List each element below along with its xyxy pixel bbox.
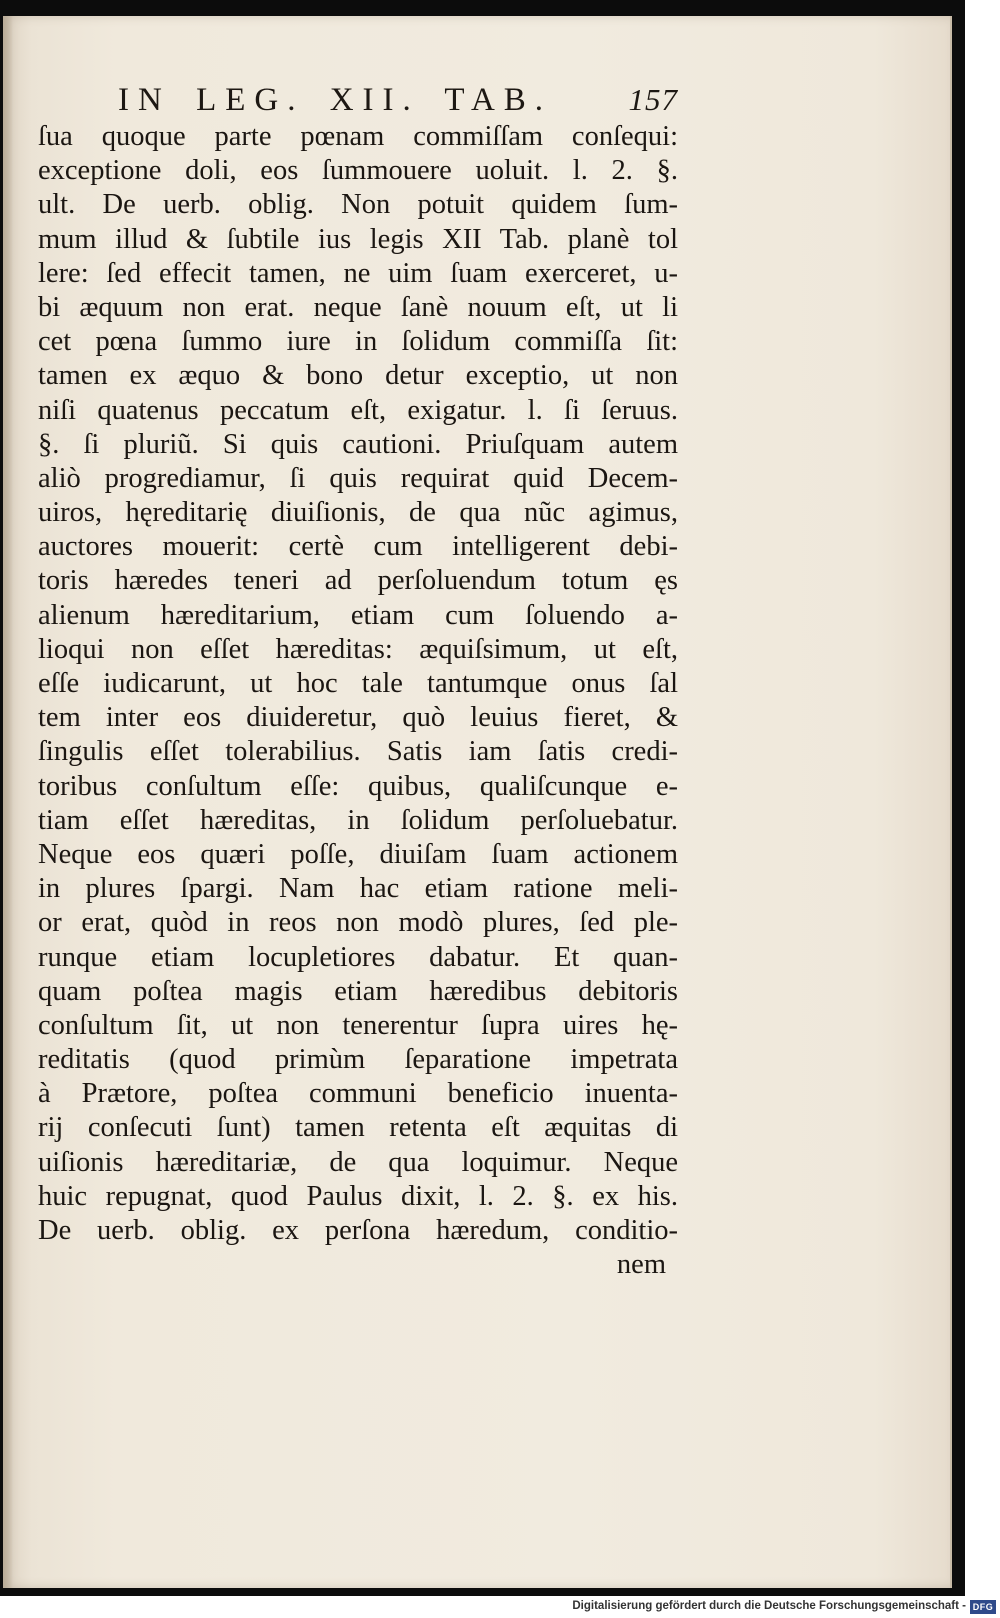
- digitization-footer: [0, 1596, 1000, 1618]
- body-text: [38, 120, 678, 1282]
- text-line: ſua quoque parte pœnam commiſſam conſequi:: [38, 121, 678, 152]
- text-line: aliò progrediamur, ſi quis requirat quid Decem-: [38, 462, 678, 494]
- text-line: tiam eſſet hæreditas, in ſolidum perſoluebatur.: [38, 804, 678, 836]
- text-line: niſi quatenus peccatum eſt, exigatur. l. ſi ſeruus.: [38, 394, 678, 426]
- page-number: 157: [628, 82, 678, 117]
- text-line: runque etiam locupletiores dabatur. Et quan-: [38, 941, 678, 973]
- text-line: or erat, quòd in reos non modò plures, ſed ple-: [38, 907, 678, 939]
- text-line: in plures ſpargi. Nam hac etiam ratione meli-: [38, 873, 678, 905]
- funding-credit: Digitalisierung gefördert durch die Deutsche Forschungsgemeinschaft -: [572, 1600, 966, 1612]
- text-line: tem inter eos diuideretur, quò leuius fieret, &: [38, 702, 678, 734]
- text-line: à Prætore, poſtea communi beneficio inuenta-: [38, 1078, 678, 1110]
- text-line: conſultum ſit, ut non tenerentur ſupra uires hę-: [38, 1009, 678, 1041]
- text-line: eſſe iudicarunt, ut hoc tale tantumque onus ſal: [38, 668, 678, 699]
- text-line: reditatis (quod primùm ſeparatione impetrata: [38, 1044, 678, 1076]
- text-line: ſingulis eſſet tolerabilius. Satis iam ſatis credi-: [38, 736, 678, 768]
- text-line: quam poſtea magis etiam hæredibus debitoris: [38, 975, 678, 1007]
- running-title: IN LEG. XII. TAB.: [118, 82, 553, 118]
- catchword: nem: [616, 1249, 666, 1281]
- text-line: mum illud & ſubtile ius legis XII Tab. planè tol: [38, 223, 678, 255]
- text-line: auctores mouerit: certè cum intelligerent debi-: [38, 531, 678, 563]
- text-line: alienum hæreditarium, etiam cum ſoluendo a-: [38, 599, 678, 631]
- page-gutter-shadow: [3, 16, 13, 1588]
- text-line: uiros, hęreditarię diuiſionis, de qua nũc agimus,: [38, 497, 678, 529]
- text-line: uiſionis hæreditariæ, de qua loquimur. Neque: [38, 1146, 678, 1178]
- text-line: toris hæredes teneri ad perſoluendum totum ęs: [38, 565, 678, 597]
- dfg-logo-icon: DFG: [970, 1600, 996, 1614]
- text-line: §. ſi pluriũ. Si quis cautioni. Priuſquam autem: [38, 428, 678, 460]
- text-line: ult. De uerb. oblig. Non potuit quidem ſum-: [38, 189, 678, 221]
- text-line: rij conſecuti ſunt) tamen retenta eſt æquitas di: [38, 1112, 678, 1144]
- text-line: cet pœna ſummo iure in ſolidum commiſſa ſit:: [38, 326, 678, 358]
- text-line: Neque eos quæri poſſe, diuiſam ſuam actionem: [38, 838, 678, 870]
- text-line: lere: ſed effecit tamen, ne uim ſuam exerceret, u-: [38, 257, 678, 289]
- text-line: De uerb. oblig. ex perſona hæredum, conditio-: [38, 1215, 678, 1246]
- text-line: bi æquum non erat. neque ſanè nouum eſt, ut li: [38, 291, 678, 323]
- text-line: tamen ex æquo & bono detur exceptio, ut non: [38, 360, 678, 392]
- text-line: toribus conſultum eſſe: quibus, qualiſcunque e-: [38, 770, 678, 802]
- text-line: exceptione doli, eos ſummouere uoluit. l. 2. §.: [38, 155, 678, 187]
- text-line: lioqui non eſſet hæreditas: æquiſsimum, ut eſt,: [38, 633, 678, 665]
- running-head: [118, 82, 678, 122]
- text-line: huic repugnat, quod Paulus dixit, l. 2. §. ex his.: [38, 1180, 678, 1212]
